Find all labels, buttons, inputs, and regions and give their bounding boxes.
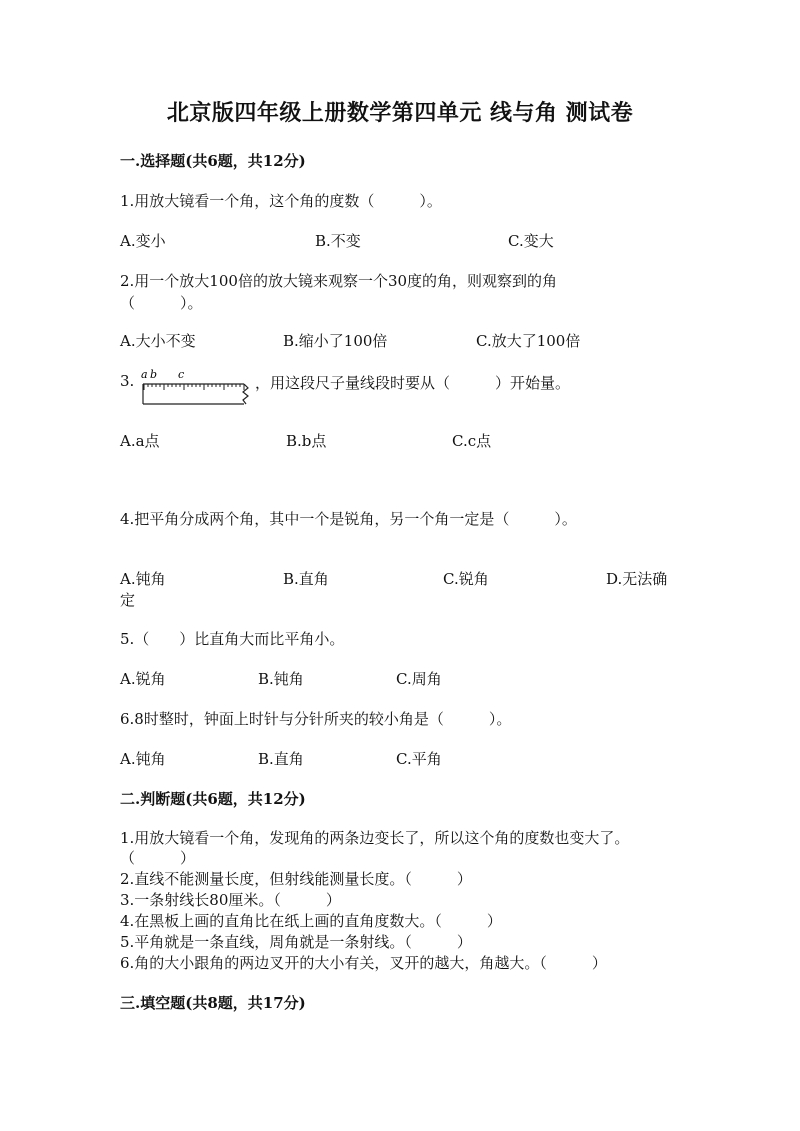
judge-item-5: 5.平角就是一条直线，周角就是一条射线。（ ） — [120, 933, 472, 951]
page-title: 北京版四年级上册数学第四单元 线与角 测试卷 — [166, 100, 634, 126]
question-4-stem: 4.把平角分成两个角，其中一个是锐角，另一个角一定是（ ）。 — [120, 510, 577, 528]
question-2-stem: 2.用一个放大100倍的放大镜来观察一个30度的角，则观察到的角 — [120, 272, 558, 290]
question-4-option-c: C.锐角 — [443, 570, 489, 588]
ruler-label-c: c — [178, 368, 185, 381]
judge-item-6: 6.角的大小跟角的两边叉开的大小有关，叉开的越大，角越大。（ ） — [120, 954, 607, 972]
judge-item-4: 4.在黑板上画的直角比在纸上画的直角度数大。（ ） — [120, 912, 502, 930]
section-heading-choice: 一.选择题(共6题，共12分) — [120, 152, 306, 170]
ruler-label-b: b — [150, 368, 158, 381]
question-5-option-a: A.锐角 — [120, 670, 166, 688]
question-5-option-b: B.钝角 — [258, 670, 304, 688]
question-2-option-b: B.缩小了100倍 — [283, 332, 388, 350]
question-6-stem: 6.8时整时，钟面上时针与分针所夹的较小角是（ ）。 — [120, 710, 512, 728]
ruler-figure — [140, 368, 252, 408]
question-1-option-c: C.变大 — [508, 232, 554, 250]
section-heading-judge: 二.判断题(共6题，共12分) — [120, 790, 306, 808]
question-5-stem: 5.（ ）比直角大而比平角小。 — [120, 630, 345, 648]
judge-item-1-blank: （ ） — [120, 849, 196, 867]
ruler-label-a: a — [141, 368, 148, 381]
question-1-option-b: B.不变 — [315, 232, 361, 250]
question-1-stem: 1.用放大镜看一个角，这个角的度数（ ）。 — [120, 192, 442, 210]
question-6-option-b: B.直角 — [258, 750, 304, 768]
question-1-option-a: A.变小 — [120, 232, 166, 250]
question-3-option-b: B.b点 — [286, 432, 327, 450]
judge-item-1: 1.用放大镜看一个角，发现角的两条边变长了，所以这个角的度数也变大了。 — [120, 829, 630, 847]
question-4-option-d-wrap: 定 — [120, 591, 136, 609]
question-5-option-c: C.周角 — [396, 670, 442, 688]
question-4-option-d: D.无法确 — [606, 570, 668, 588]
question-6-option-c: C.平角 — [396, 750, 442, 768]
question-2-option-a: A.大小不变 — [120, 332, 196, 350]
question-2-option-c: C.放大了100倍 — [476, 332, 581, 350]
judge-item-2: 2.直线不能测量长度，但射线能测量长度。（ ） — [120, 870, 472, 888]
question-4-option-a: A.钝角 — [120, 570, 166, 588]
question-6-option-a: A.钝角 — [120, 750, 166, 768]
question-3-stem: ，用这段尺子量线段时要从（ ）开始量。 — [255, 374, 571, 392]
question-2-stem-continued: （ ）。 — [120, 294, 203, 312]
section-heading-fill: 三.填空题(共8题，共17分) — [120, 994, 306, 1012]
question-3-option-c: C.c点 — [452, 432, 492, 450]
question-3-option-a: A.a点 — [120, 432, 160, 450]
question-4-option-b: B.直角 — [283, 570, 329, 588]
judge-item-3: 3.一条射线长80厘米。（ ） — [120, 891, 341, 909]
question-3-number: 3. — [120, 372, 135, 390]
